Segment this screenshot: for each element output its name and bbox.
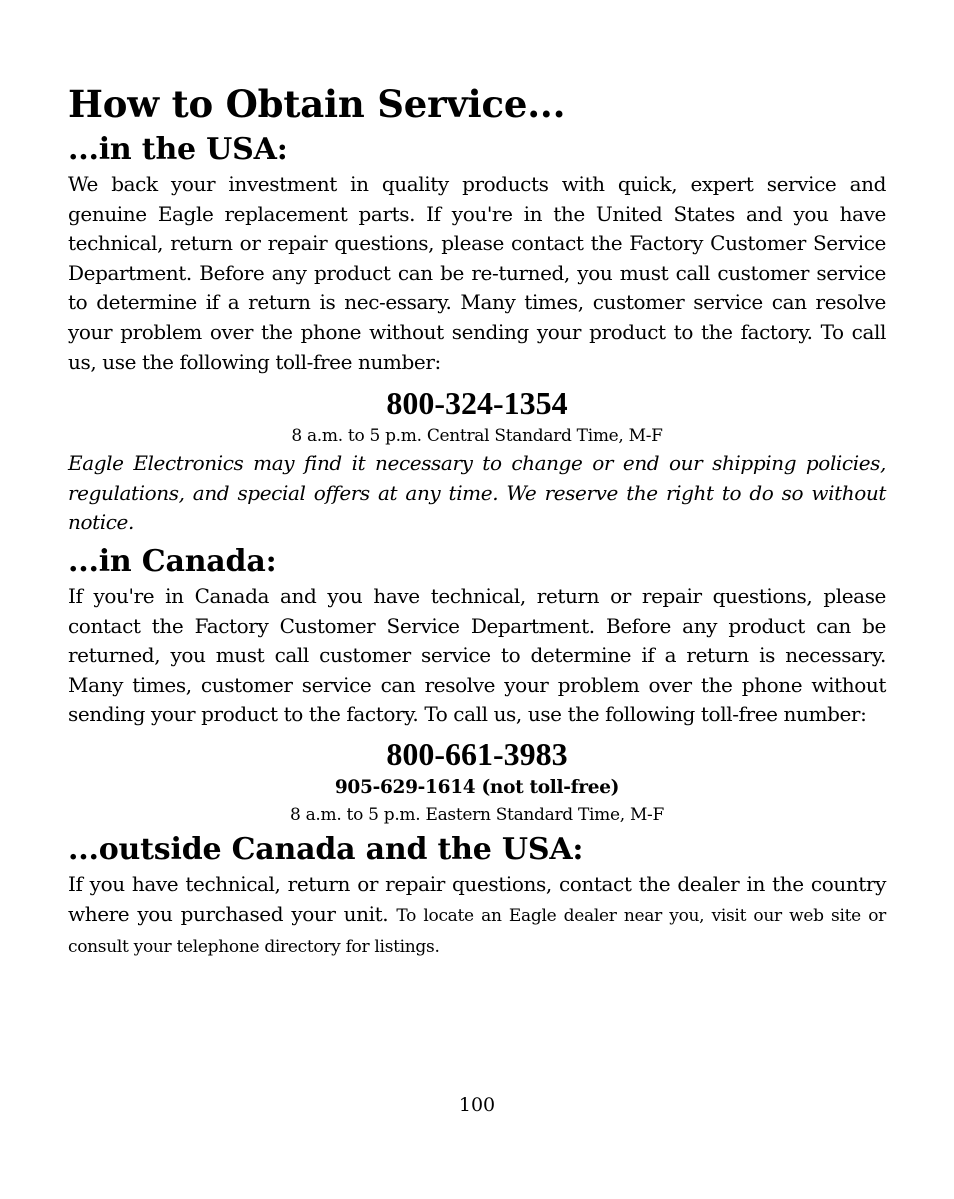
- usa-section: [68, 130, 886, 538]
- canada-hours: 8 a.m. to 5 p.m. Eastern Standard Time, M-F: [289, 804, 665, 825]
- outside-body-main: If you have technical, return or repair questions, contact the dealer in the country where you purchased your unit.: [68, 871, 886, 926]
- canada-section: [68, 542, 886, 828]
- outside-body: [68, 870, 886, 963]
- page-title: How to Obtain Service...: [68, 82, 566, 126]
- canada-phone-number: 800-661-3983: [386, 735, 568, 772]
- usa-heading: ...in the USA:: [68, 132, 288, 167]
- usa-phone-number: 800-324-1354: [386, 385, 568, 422]
- service-page: [68, 78, 886, 963]
- page-number: 100: [458, 1094, 496, 1116]
- canada-alt-phone-number: 905-629-1614 (not toll-free): [334, 776, 620, 798]
- outside-section: [68, 830, 886, 963]
- outside-body-dealer-note: To locate an Eagle dealer near you, visit our web site or consult your telephone directory for listings.: [68, 905, 886, 958]
- outside-heading: ...outside Canada and the USA:: [68, 831, 584, 867]
- usa-body: We back your investment in quality products with quick, expert service and genuine Eagle replacement parts. If you're in the United States and you have technical, return or repair questions, please contact the Factory Customer Service Department. Before any product can be re-turned, you must call customer service to determine if a return is nec-essary. Many times, customer service can resolve your problem over the phone without sending your product to the factory. To call us, use the following toll-free number:: [68, 172, 886, 374]
- shipping-policy-notice: Eagle Electronics may find it necessary to change or end our shipping policies, regulations, and special offers at any time. We reserve the right to do so without notice.: [68, 451, 886, 535]
- canada-body: If you're in Canada and you have technical, return or repair questions, please contact the Factory Customer Service Department. Before any product can be returned, you must call customer service to determine if a return is necessary. Many times, customer service can resolve your problem over the phone without sending your product to the factory. To call us, use the following toll-free number:: [68, 583, 886, 727]
- canada-heading: ...in Canada:: [68, 543, 277, 579]
- usa-hours: 8 a.m. to 5 p.m. Central Standard Time, M-F: [291, 426, 663, 447]
